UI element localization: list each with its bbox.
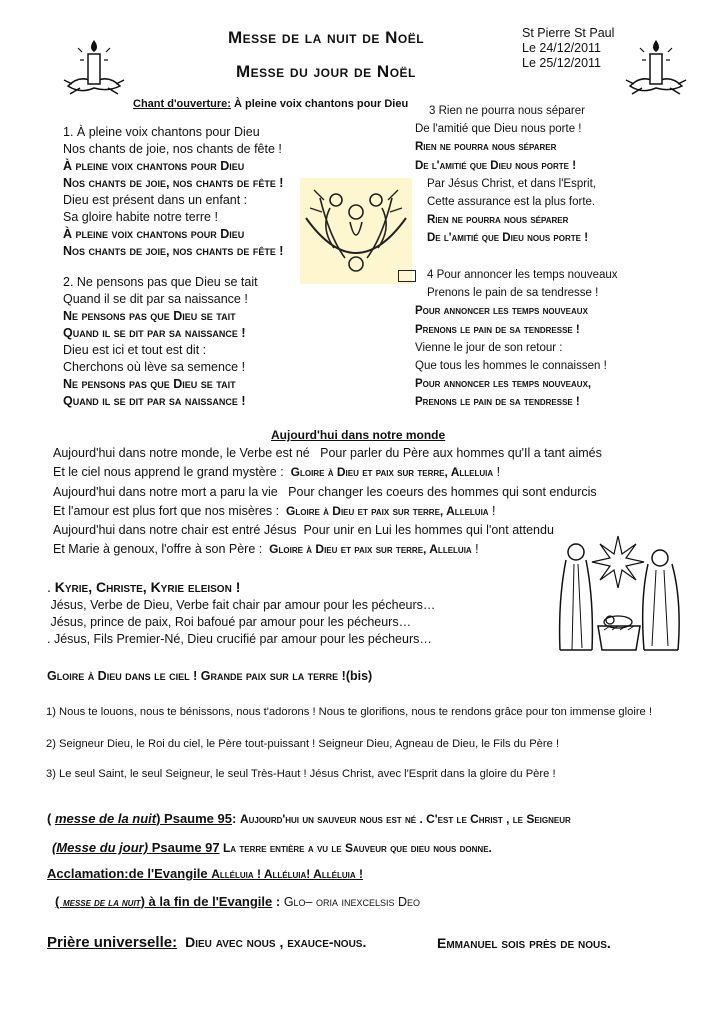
verse2-line: Quand il se dit par sa naissance ! bbox=[63, 394, 246, 408]
title-day-mass: Messe du jour de Noël bbox=[236, 62, 416, 81]
verse1-line: Nos chants de joie, nos chants de fête ! bbox=[63, 244, 284, 258]
aujourdhui-refrain-end: ! bbox=[493, 465, 501, 480]
verse1-line: À pleine voix chantons pour Dieu bbox=[63, 227, 245, 241]
verse4-line: Pour annoncer les temps nouveaux bbox=[415, 305, 588, 318]
verse1-line: 1. À pleine voix chantons pour Dieu bbox=[63, 125, 260, 139]
small-box bbox=[398, 270, 416, 282]
verse-4 bbox=[415, 266, 618, 412]
priere-refrain-1: Dieu avec nous , exauce-nous. bbox=[185, 934, 367, 950]
candle-icon bbox=[622, 36, 690, 98]
priere-refrain-2: Emmanuel sois près de nous. bbox=[437, 935, 611, 951]
acclamation-text: Alléluia ! Alléluia! Alléluia ! bbox=[211, 867, 363, 881]
verse3-line: Par Jésus Christ, et dans l'Esprit, bbox=[427, 177, 597, 190]
psalm-95-mass: messe de la nuit bbox=[54, 811, 157, 826]
parish-name: St Pierre St Paul bbox=[522, 26, 615, 40]
psalm-97-mass: (Messe du jour) bbox=[52, 840, 149, 855]
verse2-line: Dieu est ici et tout est dit : bbox=[63, 343, 207, 357]
gospel-gloria-mass: messe de la nuit bbox=[62, 897, 141, 909]
opening-chant-label: Chant d'ouverture: bbox=[133, 98, 231, 110]
verse3-line: De l'amitié que Dieu nous porte ! bbox=[415, 159, 577, 172]
verse1-line: Nos chants de joie, nos chants de fête ! bbox=[63, 142, 282, 156]
gloria-line-2: 2) Seigneur Dieu, le Roi du ciel, le Père tout-puissant ! Seigneur Dieu, Agneau de Dieu, le Fils du Père ! bbox=[46, 738, 560, 750]
gospel-gloria-label: ) à la fin de l'Evangile bbox=[140, 894, 273, 909]
verse-1 bbox=[63, 124, 283, 260]
psalm-97 bbox=[52, 840, 492, 855]
psalm-95 bbox=[47, 811, 571, 826]
psalm-95-text: Aujourd'hui un sauveur nous est né . C'est le Christ , le Seigneur bbox=[239, 812, 571, 826]
header-info bbox=[522, 26, 614, 71]
aujourdhui-line bbox=[53, 463, 602, 482]
kyrie-heading bbox=[47, 579, 240, 595]
opening-chant-title: À pleine voix chantons pour Dieu bbox=[230, 98, 409, 110]
aujourdhui-line-text: Aujourd'hui dans notre chair est entré Jésus Pour unir en Lui les hommes qui l'ont attendu bbox=[53, 523, 554, 538]
kyrie-title: Kyrie, Christe, Kyrie eleison ! bbox=[54, 579, 241, 595]
kyrie-prefix: . bbox=[47, 579, 55, 595]
kyrie-lines bbox=[47, 597, 435, 648]
aujourdhui-line bbox=[53, 483, 602, 502]
gloria-bis: (bis) bbox=[345, 669, 373, 683]
aujourdhui-refrain: Gloire à Dieu et paix sur terre, Alleluia bbox=[286, 503, 489, 518]
verse2-line: Cherchons où lève sa semence ! bbox=[63, 360, 246, 374]
verse2-line: 2. Ne pensons pas que Dieu se tait bbox=[63, 275, 258, 289]
aujourdhui-refrain: Gloire à Dieu et paix sur terre, Alleluia bbox=[269, 542, 472, 557]
verse3-line: Rien ne pourra nous séparer bbox=[427, 214, 569, 227]
verse4-line: Que tous les hommes le connaissen ! bbox=[415, 360, 607, 373]
aujourdhui-line bbox=[53, 502, 602, 521]
priere-label: Prière universelle: bbox=[47, 934, 178, 951]
gloria-heading bbox=[47, 669, 372, 683]
nativity-illustration bbox=[548, 530, 688, 658]
date-day: Le 25/12/2011 bbox=[522, 56, 602, 70]
verse2-line: Quand il se dit par sa naissance ! bbox=[63, 326, 246, 340]
verse4-line: Prenons le pain de sa tendresse ! bbox=[415, 323, 580, 336]
verse3-line: Rien ne pourra nous séparer bbox=[415, 141, 557, 154]
psalm-95-colon: : bbox=[231, 811, 240, 826]
aujourdhui-line-text: Et l'amour est plus fort que nos misères : bbox=[53, 503, 287, 518]
verse1-line: Sa gloire habite notre terre ! bbox=[63, 210, 218, 224]
gospel-gloria bbox=[55, 894, 420, 909]
aujourdhui-line-text: Et le ciel nous apprend le grand mystère : bbox=[53, 465, 291, 480]
gloria-line-3: 3) Le seul Saint, le seul Seigneur, le seul Très-Haut ! Jésus Christ, avec l'Esprit dans la gloire du Père ! bbox=[46, 768, 556, 780]
gloria-line-1: 1) Nous te louons, nous te bénissons, nous t'adorons ! Nous te glorifions, nous te rendons grâce pour ton immense gloire ! bbox=[46, 706, 652, 718]
psalm-95-open: ( bbox=[47, 811, 55, 826]
aujourdhui-refrain: Gloire à Dieu et paix sur terre, Alleluia bbox=[290, 465, 494, 480]
verse1-line: À pleine voix chantons pour Dieu bbox=[63, 159, 245, 173]
verse1-line: Dieu est présent dans un enfant : bbox=[63, 193, 248, 207]
acclamation-label: Acclamation:de l'Evangile bbox=[47, 866, 212, 881]
verse3-line: De l'amitié que Dieu nous porte ! bbox=[427, 232, 589, 245]
aujourdhui-line-text: Et Marie à genoux, l'offre à son Père : bbox=[53, 542, 270, 557]
gospel-gloria-colon: : bbox=[272, 894, 284, 909]
gospel-gloria-open: ( bbox=[55, 894, 63, 909]
verse4-line: Vienne le jour de son retour : bbox=[415, 341, 563, 354]
aujourdhui-line-text: Aujourd'hui dans notre monde, le Verbe est né Pour parler du Père aux hommes qu'Il a tant aimés bbox=[53, 446, 602, 460]
verse2-line: Ne pensons pas que Dieu se tait bbox=[63, 309, 236, 323]
aujourdhui-lines bbox=[53, 444, 602, 560]
kyrie-line: Jésus, Verbe de Dieu, Verbe fait chair par amour pour les pécheurs… bbox=[47, 598, 436, 612]
verse4-line: Pour annoncer les temps nouveaux, bbox=[415, 378, 592, 391]
aujourdhui-line bbox=[53, 540, 602, 559]
aujourdhui-line-text: Aujourd'hui dans notre mort a paru la vie Pour changer les coeurs des hommes qui sont endurcis bbox=[53, 484, 597, 499]
acclamation bbox=[47, 866, 363, 881]
verse3-line: Cette assurance est la plus forte. bbox=[427, 196, 596, 209]
verse3-line: De l'amitié que Dieu nous porte ! bbox=[415, 123, 582, 136]
gospel-gloria-text: Glo– oria inexcelsis Deo bbox=[283, 895, 420, 909]
opening-chant-heading bbox=[133, 98, 408, 110]
psalm-95-label: ) Psaume 95 bbox=[156, 811, 232, 826]
kyrie-line: Jésus, prince de paix, Roi bafoué par amour pour les pécheurs… bbox=[47, 615, 412, 629]
date-night: Le 24/12/2011 bbox=[522, 41, 602, 55]
verse3-line: 3 Rien ne pourra nous séparer bbox=[429, 105, 585, 117]
aujourdhui-line bbox=[53, 521, 602, 540]
verse-3 bbox=[415, 102, 596, 248]
verse4-line: Prenons le pain de sa tendresse ! bbox=[427, 287, 599, 300]
candle-icon bbox=[60, 36, 128, 98]
verse4-line: Prenons le pain de sa tendresse ! bbox=[415, 396, 580, 409]
kyrie-line: . Jésus, Fils Premier-Né, Dieu crucifié par amour pour les pécheurs… bbox=[47, 632, 432, 646]
verse2-line: Quand il se dit par sa naissance ! bbox=[63, 292, 248, 306]
psalm-97-label: Psaume 97 bbox=[148, 840, 220, 855]
priere-universelle bbox=[47, 934, 366, 951]
verse1-line: Nos chants de joie, nos chants de fête ! bbox=[63, 176, 284, 190]
verse4-line: 4 Pour annoncer les temps nouveaux bbox=[427, 269, 618, 281]
aujourdhui-refrain-end: ! bbox=[488, 503, 496, 518]
title-night-mass: Messe de la nuit de Noël bbox=[228, 28, 425, 47]
gloria-title: Gloire à Dieu dans le ciel ! Grande paix sur la terre ! bbox=[47, 669, 346, 683]
verse2-line: Ne pensons pas que Dieu se tait bbox=[63, 377, 236, 391]
aujourdhui-line bbox=[53, 444, 602, 463]
aujourdhui-title: Aujourd'hui dans notre monde bbox=[271, 428, 446, 442]
psalm-97-text: La terre entière a vu le Sauveur que dieu nous donne. bbox=[219, 841, 492, 855]
aujourdhui-refrain-end: ! bbox=[471, 542, 479, 557]
verse-2 bbox=[63, 274, 258, 410]
angels-illustration bbox=[300, 178, 412, 284]
